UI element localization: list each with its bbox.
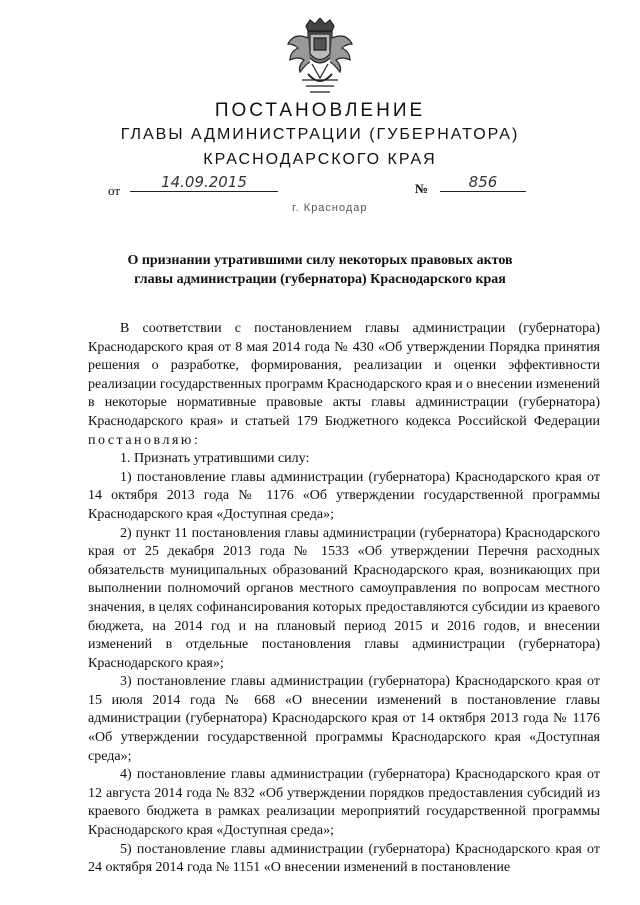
document-body bbox=[88, 320, 600, 878]
paragraph-intro-text: В соответствии с постановлением главы администрации (губернатора) Краснодарского края от 8 мая 2014 года № 430 «Об утверждении Порядка принятия решения о разработке, формирования, реализации и оценки эффективности реализации государственных программ Краснодарского края и о внесении изменений в некоторые нормативные правовые акты главы администрации (губернатора) Краснодарского края» и статьей 179 Бюджетного кодекса Российской Федерации bbox=[88, 321, 600, 429]
paragraph-intro bbox=[88, 320, 600, 450]
number-value: 856 bbox=[440, 173, 526, 192]
document-title bbox=[60, 251, 580, 289]
document-title-line: главы администрации (губернатора) Краснодарского края bbox=[134, 272, 506, 287]
coat-of-arms-emblem bbox=[284, 18, 356, 96]
document-title-line: О признании утратившими силу некоторых правовых актов bbox=[127, 253, 513, 268]
paragraph-sub-4: 4) постановление главы администрации (губернатора) Краснодарского края от 12 августа 2014 года № 832 «Об утверждении порядков предоставления субсидий из краевого бюджета в рамках реализации мероприятий государственной программы Краснодарского края «Доступная среда»; bbox=[88, 767, 600, 839]
region-heading: КРАСНОДАРСКОГО КРАЯ bbox=[203, 151, 437, 168]
date-prefix: от bbox=[108, 183, 121, 198]
paragraph-sub-3: 3) постановление главы администрации (губернатора) Краснодарского края от 15 июля 2014 года № 668 «О внесении изменений в постановление главы администрации (губернатора) Краснодарского края от 14 октября 2013 года № 1176 «Об утверждении государственной программы Краснодарского края «Доступная среда»; bbox=[88, 674, 600, 764]
paragraph-sub-2: 2) пункт 11 постановления главы администрации (губернатора) Краснодарского края от 25 декабря 2013 года № 1533 «Об утверждении Перечня расходных обязательств муниципальных образований Краснодарского края, возникающих при выполнении полномочий органов местного самоуправления по вопросам местного значения, в целях софинансирования которых предоставляются субсидии из краевого бюджета, на 2014 год и на плановый период 2015 и 2016 годов, и внесении изменений в отдельные постановления главы администрации (губернатора) Краснодарского края»; bbox=[88, 525, 600, 671]
issuer-heading: ГЛАВЫ АДМИНИСТРАЦИИ (ГУБЕРНАТОРА) bbox=[120, 126, 520, 143]
number-prefix: № bbox=[415, 181, 429, 196]
document-type-heading: ПОСТАНОВЛЕНИЕ bbox=[214, 100, 426, 121]
decree-word: постановляю: bbox=[88, 432, 201, 448]
date-value: 14.09.2015 bbox=[130, 173, 278, 192]
paragraph-item-1: 1. Признать утратившими силу: bbox=[120, 451, 310, 467]
paragraph-sub-1: 1) постановление главы администрации (губернатора) Краснодарского края от 14 октября 2013 года № 1176 «Об утверждении государственной программы Краснодарского края «Доступная среда»; bbox=[88, 469, 600, 522]
city-label: г. Краснодар bbox=[292, 202, 368, 214]
paragraph-sub-5: 5) постановление главы администрации (губернатора) Краснодарского края от 24 октября 2014 года № 1151 «О внесении изменений в постановление bbox=[88, 841, 600, 876]
